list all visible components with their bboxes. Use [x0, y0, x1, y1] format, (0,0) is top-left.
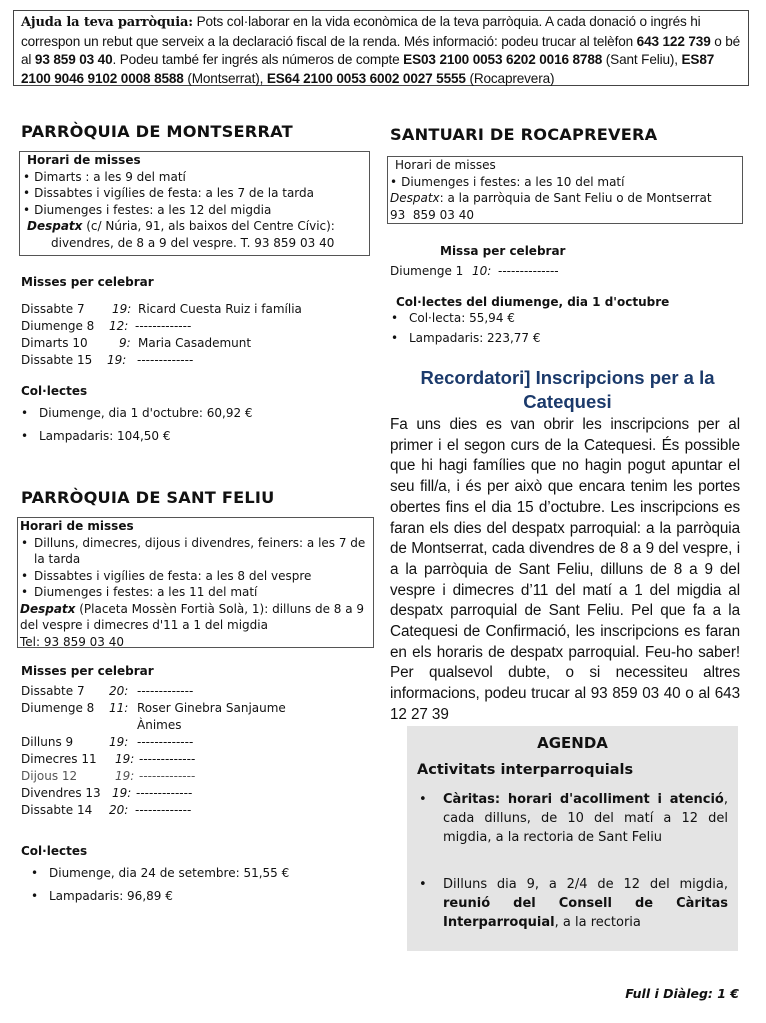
santfeliu-tel: Tel: 93 859 03 40	[20, 634, 125, 649]
account-rocaprevera: ES64 2100 0053 6002 0027 5555	[266, 70, 466, 86]
agenda-title: AGENDA	[537, 734, 608, 752]
office-label: Despatx	[390, 191, 440, 205]
rocaprevera-title: SANTUARI DE ROCAPREVERA	[390, 125, 658, 144]
article-body: Fa uns dies es van obrir les inscripcions per al primer i el segon curs de la Catequesi. És possible que hi hagi famílies que no hagin pogut apuntar el seu fill/a, i és per això que encara tenim les portes obertes fins el dia 15 d’octubre. Les inscripcions es faran els dies del despatx parroquial: a la parròquia de Montserrat, cada divendres de 8 a 9 del vespre, i a la parròquia de Sant Feliu, dilluns de 8 a 9 del vespre i dimecres d’11 del matí a 1 del migdia al despatx parroquial de Sant Feliu. Pel que fa a la Catequesi de Confirmació, les inscripcions es faran en els horaris de despatx parroquial. Feu-ho saber! Per qualsevol dubte, o si necessiteu altres informacions, podeu trucar al 93 859 03 40 o al 643 12 27 39	[390, 416, 740, 723]
rocaprevera-schedule-box: Horari de misses • Diumenges i festes: a les 10 del matí Despatx: a la parròquia de Sant Feliu o de Montserrat 93 859 03 40	[387, 156, 743, 224]
santfeliu-masses-title: Misses per celebrar	[21, 664, 154, 678]
office-label: Despatx	[20, 601, 76, 616]
donation-banner: Ajuda la teva parròquia: Pots col·laborar en la vida econòmica de la teva parròquia. A cada donació o ingrés hi correspon un rebut que serveix a la declaració fiscal de la renda. Més informació: podeu trucar al telèfon 643 122 739 o bé al 93 859 03 40. Podeu també fer ingrés als números de compte ES03 2100 0053 6202 0016 8788 (Sant Feliu), ES87 2100 9046 9102 0008 8588 (Montserrat), ES64 2100 0053 6002 0027 5555 (Rocaprevera)	[13, 10, 749, 86]
schedule-title: Horari de misses	[27, 153, 141, 167]
mass-row: Diumenge 1 10: --------------	[390, 264, 559, 278]
schedule-item: Diumenges i festes: a les 11 del matí	[34, 585, 258, 599]
montserrat-schedule-box: Horari de misses • Dimarts : a les 9 del matí • Dissabtes i vigílies de festa: a les 7 de la tarda • Diumenges i festes: a les 12 del migdia Despatx (c/ Núria, 91, als baixos del Centre Cívic): divendres, de 8 a 9 del vespre. T. 93 859 03 40	[19, 151, 370, 256]
footer-price: Full i Diàleg: 1 €	[625, 986, 739, 1001]
mass-row: Dissabte 7 20: -------------	[21, 684, 194, 698]
schedule-item: • Dissabtes i vigílies de festa: a les 7 de la tarda	[23, 185, 366, 202]
mass-row: Dissabte 14 20: -------------	[21, 803, 192, 817]
mass-row: Diumenge 8 11: Roser Ginebra Sanjaume	[21, 701, 286, 715]
collection-item: • Diumenge, dia 24 de setembre: 51,55 €	[29, 862, 289, 885]
santfeliu-schedule-box: Horari de misses • Dilluns, dimecres, dijous i divendres, feiners: a les 7 de la tarda • Dissabtes i vigílies de festa: a les 8 del vespre • Diumenges i festes: a les 11 del matí Despatx (Placeta Mossèn Fortià Solà, 1): dilluns de 8 a 9 del vespre i dimecres d'11 a 1 del migdia Tel: 93 859 03 40	[17, 517, 374, 648]
schedule-item: • Diumenges i festes: a les 12 del migdia	[23, 202, 366, 219]
schedule-item: • Dimarts : a les 9 del matí	[23, 169, 366, 186]
santfeliu-masses-list: Dissabte 7 20: ------------- Diumenge 8 11: Roser Ginebra Sanjaume Ànimes Dilluns 9 19: ------------- Dimecres 11 19: ------------- Dijous 12 19: ------------- Divendres 13 19: ------------- Dissabte 14 20: -------------	[21, 683, 371, 819]
collection-item: • Col·lecta: 55,94 €	[389, 308, 540, 328]
rocaprevera-collections-title: Col·lectes del diumenge, dia 1 d'octubre	[396, 295, 670, 309]
agenda-item: • Càritas: horari d'acolliment i atenció, cada dilluns, de 10 del matí a 12 del migdia, a la rectoria de Sant Feliu	[417, 790, 728, 847]
article-title: Recordatori] Inscripcions per a la Catequesi	[420, 367, 715, 412]
banner-phone-1: 643 122 739	[636, 33, 711, 49]
montserrat-masses-title: Misses per celebrar	[21, 275, 154, 289]
mass-row: Dijous 12 19: -------------	[21, 769, 196, 783]
mass-row: Dissabte 7 19: Ricard Cuesta Ruiz i família	[21, 302, 302, 316]
account-sant-feliu: ES03 2100 0053 6202 0016 8788	[403, 52, 603, 68]
office-label: Despatx	[27, 219, 83, 233]
mass-row: Dilluns 9 19: -------------	[21, 735, 194, 749]
mass-row: Dissabte 15 19: -------------	[21, 353, 194, 367]
montserrat-masses-list	[21, 301, 371, 369]
schedule-title: Horari de misses	[395, 158, 496, 172]
montserrat-collections	[19, 402, 253, 448]
mass-row: Dimarts 10 9: Maria Casademunt	[21, 336, 252, 350]
account-montserrat: ES87 2100 9046 9102 0008 8588	[21, 52, 715, 86]
schedule-title: Horari de misses	[20, 519, 134, 533]
mass-row: Divendres 13 19: -------------	[21, 786, 193, 800]
rocaprevera-masses-title: Missa per celebrar	[440, 244, 566, 258]
agenda-item: • Dilluns dia 9, a 2/4 de 12 del migdia, reunió del Consell de Càritas Interparroquial, a la rectoria	[417, 875, 728, 932]
schedule-item: Dissabtes i vigílies de festa: a les 8 del vespre	[34, 568, 312, 583]
montserrat-title: PARRÒQUIA DE MONTSERRAT	[21, 122, 293, 141]
banner-phone-2: 93 859 03 40	[34, 52, 113, 68]
santfeliu-collections-title: Col·lectes	[21, 844, 88, 858]
agenda-box	[407, 726, 738, 951]
rocaprevera-phone: 93 859 03 40	[390, 207, 474, 222]
schedule-item: Dilluns, dimecres, dijous i divendres, feiners: a les 7 de la tarda	[34, 535, 366, 566]
collection-item: • Lampadaris: 104,50 €	[19, 425, 253, 448]
agenda-list	[417, 790, 728, 932]
schedule-item: • Diumenges i festes: a les 10 del matí	[390, 174, 740, 191]
collection-item: • Lampadaris: 223,77 €	[389, 328, 540, 348]
collection-item: • Diumenge, dia 1 d'octubre: 60,92 €	[19, 402, 253, 425]
agenda-subtitle: Activitats interparroquials	[417, 762, 634, 778]
mass-row: Dimecres 11 19: -------------	[21, 752, 196, 766]
montserrat-collections-title: Col·lectes	[21, 384, 88, 398]
santfeliu-collections	[29, 862, 289, 908]
banner-lead: Ajuda la teva parròquia:	[21, 15, 193, 30]
collection-item: • Lampadaris: 96,89 €	[29, 885, 289, 908]
rocaprevera-collections	[389, 308, 540, 348]
mass-row: Diumenge 8 12: -------------	[21, 319, 192, 333]
santfeliu-title: PARRÒQUIA DE SANT FELIU	[21, 488, 275, 507]
